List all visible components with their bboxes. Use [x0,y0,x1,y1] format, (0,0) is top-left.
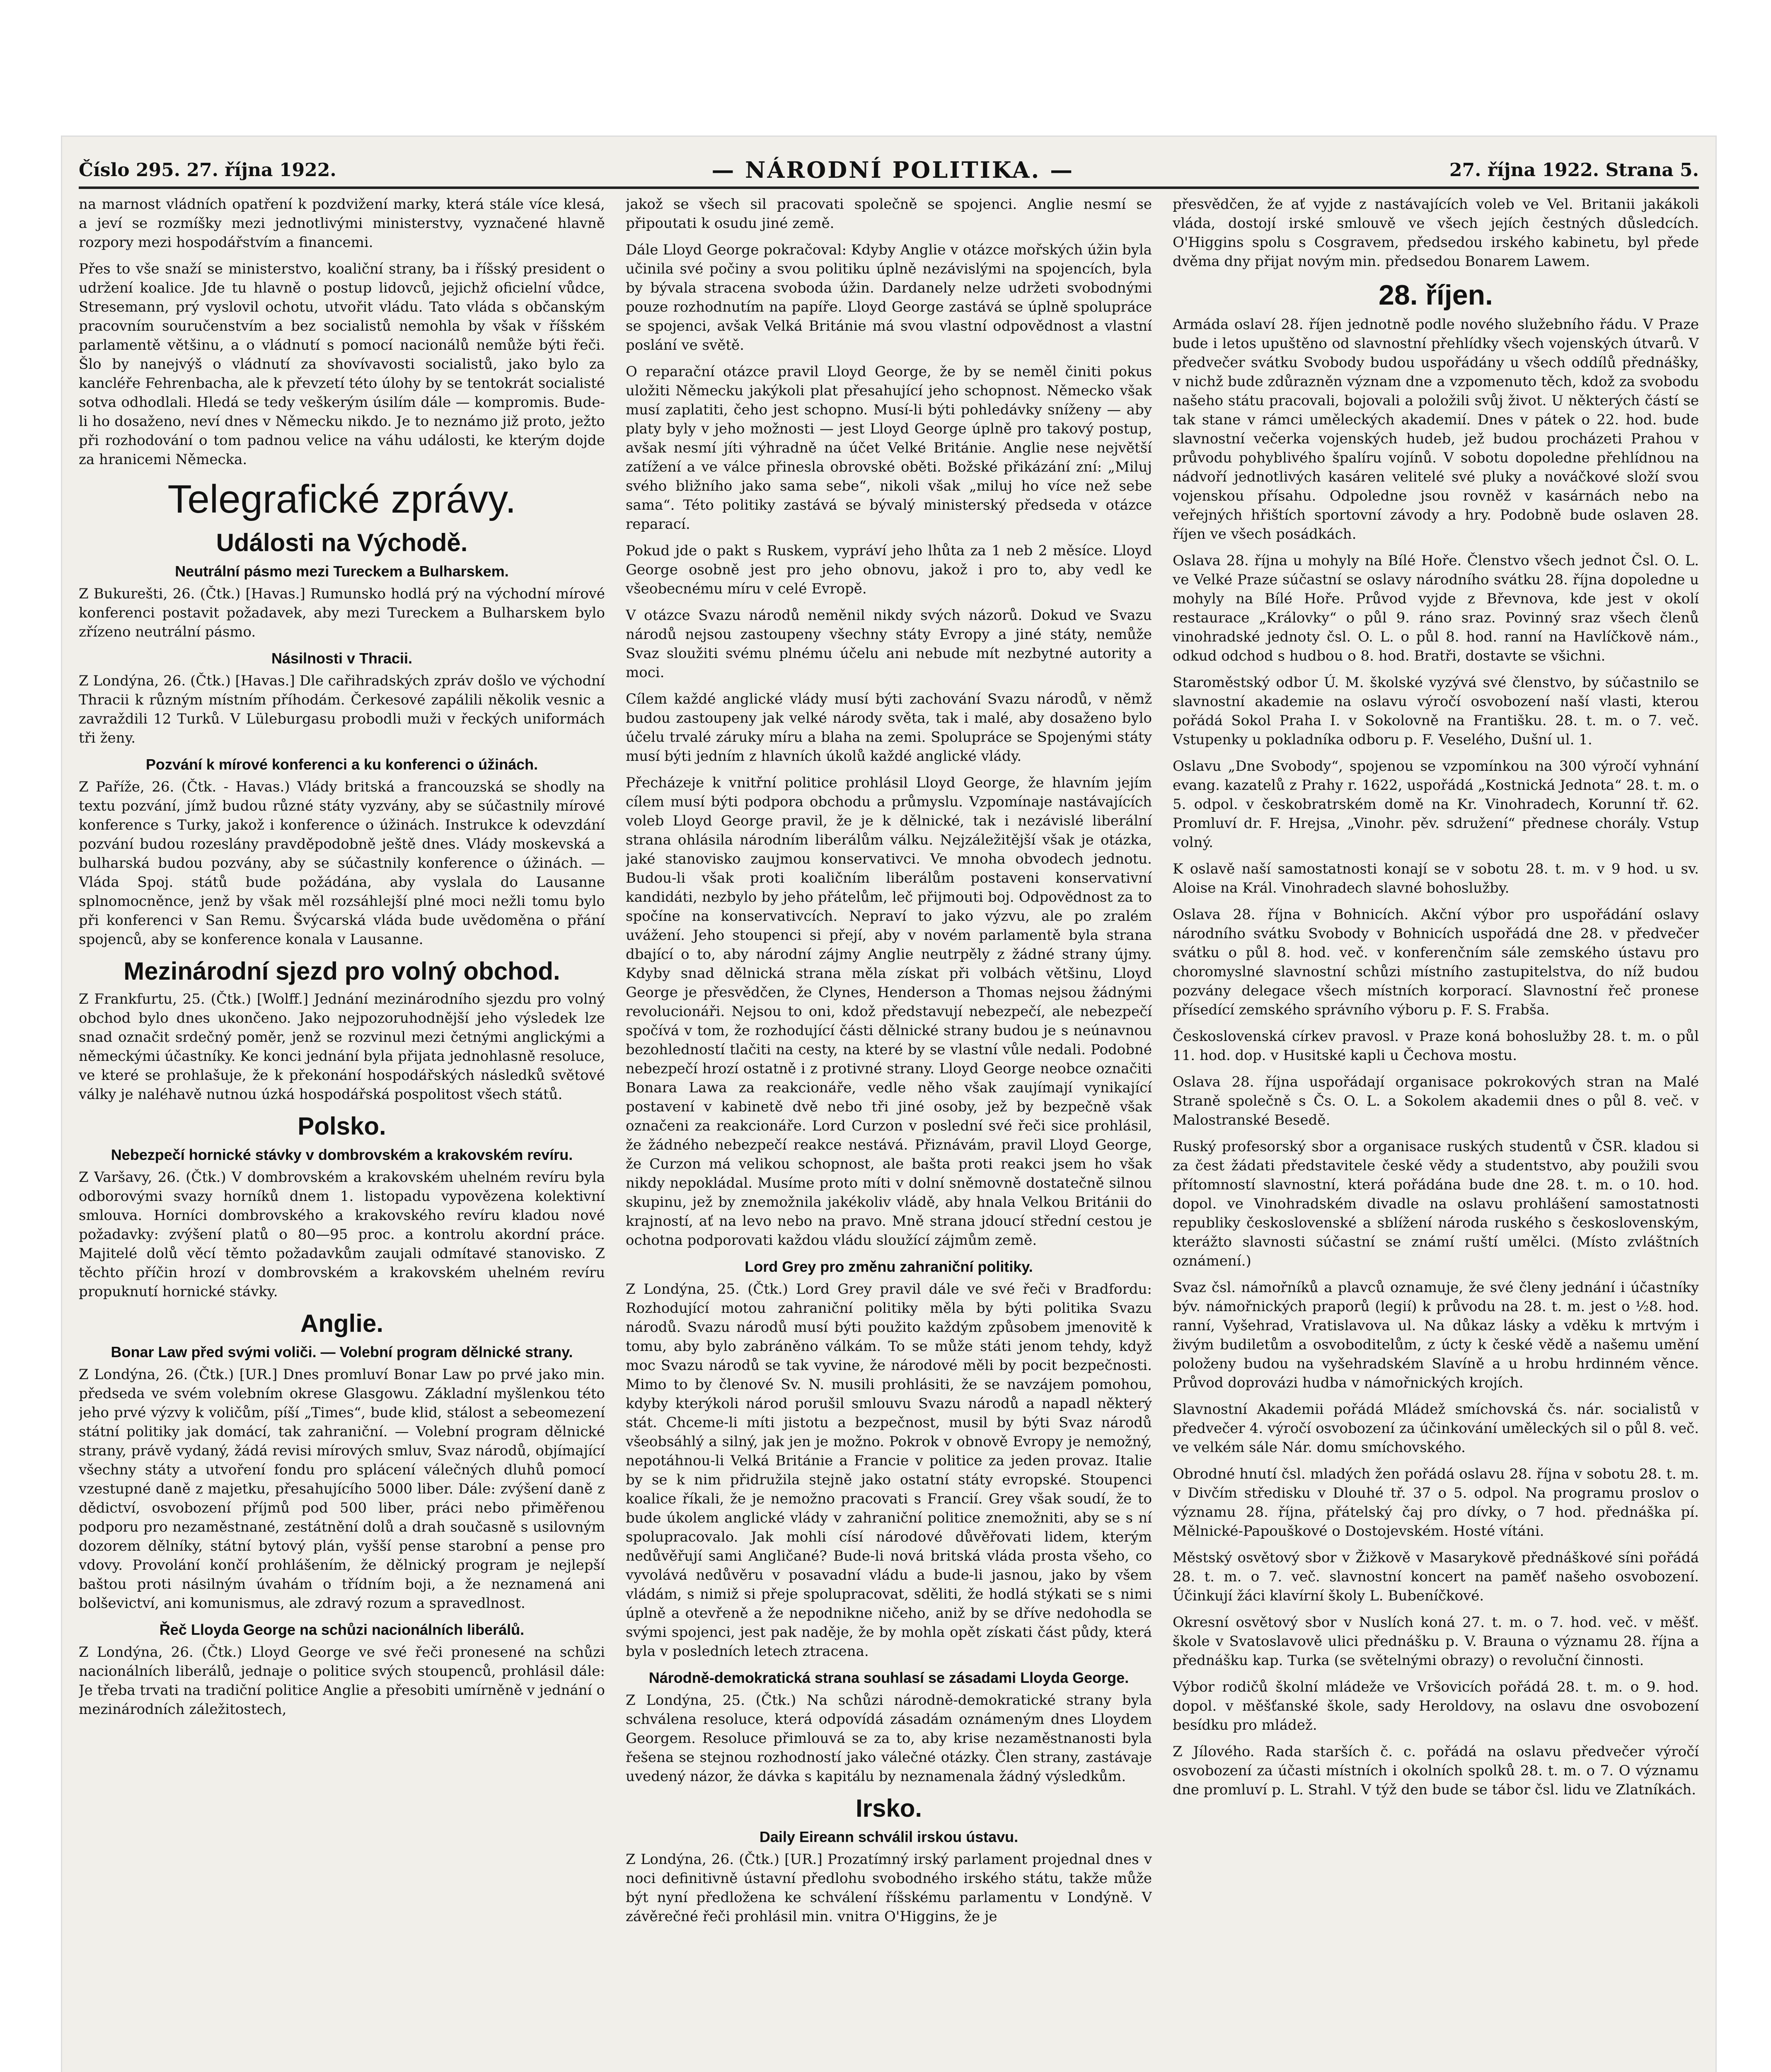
columns [79,195,1699,2072]
news-paragraph: Z Paříže, 26. (Čtk. - Havas.) Vlády britská a francouzská se shodly na textu pozvání, jímž budou různé státy vyzvány, aby se súčastnily mírové konference s Turky, jakož i konference o úžinách. Instrukce k odevzdání pozvání budou rozeslány pravděpodobně ještě dnes. Vlády moskevská a bulharská budou pozvány, aby se súčastnily konference o úžinách. — Vláda Spoj. států bude požádána, aby vyslala do Lausanne splnomocněnce, jenž by však měl rozsáhlejší plné moci nežli tomu bylo při konferenci v San Remu. Švýcarská vláda bude uvědoměna o přání spojenců, aby se konference konala v Lausanne. [79,779,605,948]
news-paragraph: Obrodné hnutí čsl. mladých žen pořádá oslavu 28. října v sobotu 28. t. m. v Divčím středisku v Dlouhé tř. 37 o 5. odpol. Na programu proslov o významu 28. října, přátelský čaj pro dívky, o 7 hod. přednáška pí. Mělnické-Papouškové o Dostojevském. Hosté vítáni. [1173,1466,1699,1539]
section-subtitle: Mezinárodní sjezd pro volný obchod. [123,957,560,985]
section-subtitle: Události na Východě. [216,529,468,557]
news-paragraph: Okresní osvětový sbor v Nuslích koná 27. t. m. o 7. hod. več. v měšť. škole v Svatoslavově ulici přednášku p. V. Brauna o významu 28. října a přednášku kap. Turka (se světelnými obrazy) o revoluční činnosti. [1173,1614,1699,1669]
news-paragraph: přesvědčen, že ať vyjde z nastávajících voleb ve Vel. Britanii jakákoli vláda, dostojí irské smlouvě ve všech jejích čestných důsledcích. O'Higgins spolu s Cosgravem, předsedou irského kabinetu, byl přede dvěma dny přijat novým min. předsedou Bonarem Lawem. [1173,196,1699,270]
section-subtitle: Polsko. [298,1112,386,1140]
news-heading: Lord Grey pro změnu zahraniční politiky. [745,1258,1033,1275]
news-heading: Násilnosti v Thracii. [271,650,413,667]
page-header [79,153,1699,189]
issue-date-left: Číslo 295. 27. října 1922. [79,159,336,181]
news-paragraph: jakož se všech sil pracovati společně se spojenci. Anglie nesmí se připoutati k osudu jiné země. [626,196,1152,232]
news-paragraph: Oslavu „Dne Svobody“, spojenou se vzpomínkou na 300 výročí vyhnání evang. kazatelů z Prahy r. 1622, uspořádá „Kostnická Jednota“ 28. t. m. o 5. odpol. v českobratrském domě na Kr. Vinohradech, Korunní tř. 62. Promluví dr. F. Hrejsa, „Vinohr. pěv. sdružení“ přednese chorály. Vstup volný. [1173,758,1699,851]
news-paragraph: Staroměstský odbor Ú. M. školské vyzývá své členstvo, by súčastnilo se slavnostní akademie na oslavu výročí osvobození naší vlasti, kterou pořádá Sokol Praha I. v Sokolovně na Františku. 28. t. m. o 7. več. Vstupenky u pokladníka odboru p. F. Veselého, Dušní ul. 1. [1173,674,1699,748]
news-paragraph: Oslava 28. října v Bohnicích. Akční výbor pro uspořádání oslavy národního svátku Svobody v Bohnicích uspořádá dne 28. v předvečer svátku o půl 8. hod. več. v konferenčním sále zemského ústavu pro choromyslné slavnostní schůzi místního zastupitelstva, do níž budou pozvány delegace všech místních korporací. Slavnostní řeč pronese přísedící zemského správního výboru p. F. S. Frabša. [1173,906,1699,1018]
news-paragraph: V otázce Svazu národů neměnil nikdy svých názorů. Dokud ve Svazu národů nejsou zastoupeny všechny státy Evropy a jiné státy, nemůže Svaz sloužiti svému plnému účelu ani nebude mít nezbytné autority a moci. [626,607,1152,681]
news-paragraph: Československá církev pravosl. v Praze koná bohoslužby 28. t. m. o půl 11. hod. dop. v Husitské kapli u Čechova mostu. [1173,1028,1699,1064]
issue-date-right: 27. října 1922. Strana 5. [1449,159,1699,181]
newspaper-page [62,137,1715,2072]
news-paragraph: Z Jílového. Rada starších č. c. pořádá na oslavu předvečer výročí osvobození za účasti místních i okolních spolků 28. t. m. o 7. O významu dne promluví p. L. Strahl. V týž den bude se tábor čsl. lidu ve Zlatníkách. [1173,1743,1699,1798]
column-2 [626,195,1152,2072]
news-heading: Řeč Lloyda George na schůzi nacionálních liberálů. [159,1621,525,1638]
news-paragraph: Z Londýna, 26. (Čtk.) [UR.] Prozatímný irský parlament projednal dnes v noci definitivně ústavní předlohu svobodného irského státu, takže může být nyní předložena ke schválení říšskému parlamentu v Londýně. V závěrečné řeči prohlásil min. vnitra O'Higgins, že je [626,1851,1152,1925]
article-paragraph: na marnost vládních opatření k pozdvižení marky, která stále více klesá, a jeví se rozmíšky mezi jednotlivými ministerstvy, vyznačené hlavně rozpory mezi hospodářstvím a financemi. [79,196,605,251]
column-3 [1173,195,1699,2072]
news-paragraph: Cílem každé anglické vlády musí býti zachování Svazu národů, v němž budou zastoupeny jak velké národy světa, tak i malé, aby dosaženo bylo účelu trvalé záruky míru a blaha na zemi. Spolupráce se Spojenými státy musí býti jedním z hlavních úkolů každé anglické vlády. [626,691,1152,765]
news-paragraph: Z Londýna, 25. (Čtk.) Na schůzi národně-demokratické strany byla schválena resoluce, která odpovídá zásadám oznámeným dnes Lloydem Georgem. Resoluce přimlouvá se za to, aby krise nezaměstnanosti byla řešena se stejnou rozhodností jako válečné otázky. Člen strany, zastávaje uvedený názor, že dávka s kapitálu by neznamenala žádný výsledkům. [626,1692,1152,1785]
news-paragraph: Z Londýna, 26. (Čtk.) [UR.] Dnes promluví Bonar Law po prvé jako min. předseda ve svém volebním okrese Glasgowu. Základní myšlenkou této jeho prvé výzvy k voličům, píší „Times“, bude klid, stálost a sebeomezení státní politiky jak domácí, tak zahraniční. — Volební program dělnické strany, právě vydaný, žádá revisi mírových smluv, Svaz národů, objímající všechny státy a utvoření fondu pro splácení válečných dluhů pomocí vzestupné daně z majetku, přesahujícího 5000 liber. Dále: zvýšení daně z dědictví, osvobození příjmů pod 500 liber, práci nebo přiměřenou podporu pro nezaměstnané, zestátnění dolů a drah současně s usilovným dozorem dělníky, státní bytový plán, vyšší pense starobní a pense pro vdovy. Provolání končí prohlášením, že dělnický program je nejlepší baštou proti násilným úvahám o třídním boji, a že neznamená ani bolševictví, ani komunismus, ale zdravý rozum a spravedlnost. [79,1366,605,1612]
news-paragraph: Z Londýna, 26. (Čtk.) [Havas.] Dle cařihradských zpráv došlo ve východní Thracii k různým místním příhodám. Čerkesové zapálili několik vesnic a zavraždili 12 Turků. V Lüleburgasu probodli muži v řeckých uniformách tři ženy. [79,673,605,746]
news-paragraph: K oslavě naší samostatnosti konají se v sobotu 28. t. m. v 9 hod. u sv. Aloise na Král. Vinohradech slavné bohoslužby. [1173,861,1699,896]
article-paragraph: Přes to vše snaží se ministerstvo, koaliční strany, ba i říšský president o udržení koalice. Jde tu hlavně o postup lidovců, jejichž oficielní vůdce, Stresemann, prý vyslovil ochotu, utvořit vládu. Tato vláda s občanským pracovním souručenstvím a bez socialistů nemohla by však v říšském parlamentě většinu, a o vládnutí s pomocí nacionálů nemůže býti řeči. Šlo by nanejvýš o vládnutí za shovívavosti socialistů, jako bylo za kancléře Fehrenbacha, ale k převzetí této úlohy by se tentokrát socialisté sotva odhodlali. Hledá se tedy veškerým úsilím dále — kompromis. Bude-li ho dosaženo, neví dnes v Německu nikdo. Je to neznámo již proto, ježto při rozhodování o tom padnou velice na váhu události, ke kterým dojde za hranicemi Německa. [79,261,605,468]
news-paragraph: Oslava 28. října uspořádají organisace pokrokových stran na Malé Straně společně s Čs. O. L. a Sokolem akademii dnes o půl 8. več. v Malostranské Besedě. [1173,1074,1699,1128]
news-paragraph: O reparační otázce pravil Lloyd George, že by se neměl činiti pokus uložiti Německu jakýkoli plat přesahující jeho schopnost. Německo však musí zaplatiti, čeho jest schopno. Musí-li býti pohledávky sníženy — aby platy byly v jeho možnosti — jest Lloyd George úplně pro takový postup, avšak nesmí jíti výhradně na účet Velké Británie. Anglie nese největší zatížení a ve válce přinesla obrovské oběti. Božské přikázání zní: „Miluj svého bližního jako sama sebe“, nikoli však „miluj ho více než sebe sama“. Této politiky zastává se bývalý ministerský předseda v otázce reparací. [626,363,1152,533]
news-paragraph: Z Frankfurtu, 25. (Čtk.) [Wolff.] Jednání mezinárodního sjezdu pro volný obchod bylo dnes ukončeno. Jako nejpozoruhodnější jeho výsledek lze snad označit srdečný poměr, jenž se rozvinul mezi četnými anglickými a německými účastníky. Ke konci jednání byla přijata jednohlasně resoluce, ve které se prohlašuje, že k překonání hospodářských následků světové války je naléhavě nutnou úzká hospodářská pospolitost všech států. [79,991,605,1103]
news-heading: Daily Eireann schválil irskou ústavu. [759,1828,1019,1845]
section-subtitle: Irsko. [855,1794,922,1822]
section-subtitle: Anglie. [300,1310,383,1337]
news-paragraph: Ruský profesorský sbor a organisace ruských studentů v ČSR. kladou si za čest žádati představitele české vědy a studentstvo, aby použili svou přítomností slavnostní, která pořádána bude dne 28. t. m. o 10. hod. dopol. ve Vinohradském divadle na oslavu prohlášení samostatnosti republiky československé a sblížení národa ruského s československým, kterážto slavnosti súčastní se známí ruští umělci. (Místo zvláštních oznámení.) [1173,1138,1699,1269]
news-paragraph: Slavnostní Akademii pořádá Mládež smíchovská čs. nár. socialistů v předvečer 4. výročí osvobození za účinkování uměleckých sil o půl 8. več. ve velkém sále Nár. domu smíchovského. [1173,1401,1699,1456]
masthead: — NÁRODNÍ POLITIKA. — [711,157,1074,183]
news-heading: Pozvání k mírové konferenci a ku konferenci o úžinách. [145,756,538,773]
news-paragraph: Svaz čsl. námořníků a plavců oznamuje, že své členy jednání i účastníky býv. námořnických praporů (legií) k průvodu na 28. t. m. jest o ½8. hod. ranní, Vyšehrad, Vratislavova ul. Na důkaz lásky a vděku k mrtvým i živým budiletům a osvoboditelům, z úcty k české vědě a našemu umění položeny budou na vyšehradském Slavíně a u hrobu hrdinném věnce. Průvod doprovázi hudba v námořnických krojích. [1173,1279,1699,1391]
news-paragraph: Výbor rodičů školní mládeže ve Vršovicích pořádá 28. t. m. o 9. hod. dopol. v měšťanské škole, sady Heroldovy, na oslavu dne osvobození besídku pro mládež. [1173,1679,1699,1733]
news-paragraph: Dále Lloyd George pokračoval: Kdyby Anglie v otázce mořských úžin byla učinila své počiny a svou politiku úplně nezávislými na spojencích, byla by bývala stracena svoboda úžin. Dardanely nelze udržeti svobodnými pouze rozhodnutím na papíře. Lloyd George zastává se úplně spolupráce se spojenci, avšak Velká Británie má svou vlastní odpovědnost a vlastní poslání ve světě. [626,242,1152,353]
news-paragraph: Přecházeje k vnitřní politice prohlásil Lloyd George, že hlavním jejím cílem musí býti podpora obchodu a průmyslu. Vzpomínaje nastávajících voleb Lloyd George pravil, že je k dělnické, tak i nezávislé liberální strana ohlásila národním liberálům válku. Nejzáležitější však je otázka, jaké stanovisko zaujmou konservativci. Ve mnoha obvodech jednotu. Budou-li však proti koaličním liberálům postaveni konservativní kandidáti, nezbylo by jeho přátelům, leč přijmouti boj. Odpovědnost za to spočíne na konservativcích. Nepraví to jako výzvu, ale po zralém uvážení. Jeho stoupenci si přejí, aby v novém parlamentě byla strana dbající o to, aby národní zájmy Anglie neutrpěly z žádné strany újmy. Kdyby snad dělnická strana měla získat při volbách většinu, Lloyd George je přesvědčen, že Clynes, Henderson a Thomas nejsou žádnými revolucionáři. Nejsou to oni, kdož představují nebezpečí, ale nebezpečí spočívá v tom, že rozhodující části dělnické strany budou je s neúnavnou bezohledností tlačiti na cesty, na které by se vlastní vůle nedali. Podobné nebezpečí hrozí ostatně i z protivné strany. Lloyd George neobce označiti Bonara Lawa za reakcionáře, vedle něho však zaujímají vynikající postavení v kabinetě dvě nebo tři jiné osoby, jež by bezpečně však označeni za reakcionáře. Lord Curzon v poslední své řeči sice prohlásil, že žádného nebezpečí reakce nestává. Přiznávám, pravil Lloyd George, že Curzon má velikou schopnost, ale bašta proti reakci jsem ho však nikdy nepokládal. Musíme proto míti v dolní sněmovně dostatečně silnou skupinu, jež by znemožnila jakékoliv vládě, aby hnala Velkou Británii do krajností, ať na levo nebo na pravo. Mně strana jdoucí střední cestou je ochotna podporovati každou vládu sloužící zájmům země. [626,775,1152,1249]
news-heading: Neutrální pásmo mezi Tureckem a Bulharskem. [175,563,509,580]
news-heading: Nebezpečí hornické stávky v dombrovském a krakovském revíru. [111,1146,573,1163]
news-paragraph: Oslava 28. října u mohyly na Bílé Hoře. Členstvo všech jednot Čsl. O. L. ve Velké Praze súčastní se oslavy národního svátku 28. října dopoledne u mohyly na Bílé Hoře. Průvod vyjde z Břevnova, kde jest v okolí restaurace „Královky“ o půl 9. ráno sraz. Povinný sraz všech členů vinohradské jednoty čsl. O. L. o půl 8. hod. ranní na Havlíčkově nám., odkud odchod s hudbou o 8. hod. Bratři, dostavte se všichni. [1173,552,1699,664]
news-heading: Bonar Law před svými voliči. — Volební program dělnické strany. [111,1343,573,1360]
news-paragraph: Armáda oslaví 28. říjen jednotně podle nového služebního řádu. V Praze bude i letos upuštěno od slavnostní přehlídky všech vojenských útvarů. V předvečer svátku Svobody budou uspořádány u všech oddílů přednášky, v nichž bude zdůrazněn význam dne a vzpomenuto těch, kdož za svobodu našeho státu pracovali, bojovali a položili svůj život. U některých částí se tak stane v rámci uměleckých akademií. Dnes v pátek o 22. hod. bude slavnostní večerka vojenských hudeb, jež budou procházeti Prahou v průvodu pohyblivého špalíru vojínů. V sobotu dopoledne přehlídnou na nádvoří jednotlivých kasáren velitelé své pluky a nováčkové složí svou vojenskou přísahu. Odpoledne jsou rovněž v kasárnách nebo na veřejných hřištích sportovní závody a hry. Podobně bude oslaven 28. říjen ve všech posádkách. [1173,316,1699,542]
news-paragraph: Z Bukurešti, 26. (Čtk.) [Havas.] Rumunsko hodlá prý na východní mírové konferenci postavit požadavek, aby mezi Tureckem a Bulharskem bylo zřízeno neutrální pásmo. [79,586,605,640]
news-paragraph: Městský osvětový sbor v Žižkově v Masarykově přednáškové síni pořádá 28. t. m. o 7. več. slavnostní koncert na paměť našeho osvobození. Účinkují žáci klavírní školy L. Bubeníčkové. [1173,1549,1699,1604]
section-title-oct28: 28. říjen. [1379,279,1493,311]
section-title: Telegrafické zprávy. [167,477,516,521]
news-heading: Národně-demokratická strana souhlasí se zásadami Lloyda George. [648,1669,1129,1686]
news-paragraph: Z Londýna, 25. (Čtk.) Lord Grey pravil dále ve své řeči v Bradfordu: Rozhodující motou zahraniční politiky měla by býti politika Svazu národů. Svazu národů musí býti použito každým způsobem jmenovitě k tomu, aby bylo zabráněno válkám. To se může státi jenom tehdy, když moc Svazu národů se tak vyvine, že národové měli by pocit bezpečnosti. Mimo to by členové Sv. N. musili prohlásiti, že se navzájem pomohou, kdyby kterýkoli národ porušil smlouvu Svazu národů a napadl některý stát. Chceme-li míti jistotu a bezpečnost, musil by býti Svaz národů všeobsáhlý a silný, jak jen je možno. Pokrok v obnově Evropy je nemožný, nepotáhnou-li Velká Británie a Francie v politice za jeden provaz. Italie by se k nim přidružila stejně jako ostatní státy evropské. Stoupenci koalice říkali, že je nemožno pracovati s Francií. Grey však soudí, že to bude úkolem anglické vlády v zahraniční politice znemožniti, aby se s ní spolupracovalo. Jak mohli císí národové důvěřovati lidem, kterým nedůvěřují sami Angličané? Bude-li nová britská vláda prosta všeho, co vyvolává nedůvěru v posavadní vládu a bude-li jasnou, jako by všem vládám, s nimiž si přeje spolupracovat, sděliti, že hodlá stýkati se s nimi úplně a otevřeně a že nepodnikne ničeho, aniž by se dříve nedohodla se svými spojenci, jest pak naděje, že by mohla opět získati část půdy, která byla v posledních letech ztracena. [626,1281,1152,1660]
news-paragraph: Pokud jde o pakt s Ruskem, vypráví jeho lhůta za 1 neb 2 měsíce. Lloyd George osobně jest pro jeho obnovu, jakož i pro to, aby vedl ke všeobecnému míru v celé Evropě. [626,542,1152,597]
column-1 [79,195,605,2072]
news-paragraph: Z Varšavy, 26. (Čtk.) V dombrovském a krakovském uhelném revíru byla odborovými svazy horníků dnem 1. listopadu vypovězena kolektivní smlouva. Horníci dombrovského a krakovského revíru kladou nové požadavky: zvýšení platů o 80—95 proc. a kontrolu akordní práce. Majitelé dolů věcí těmto požadavkům zaujali odmítavé stanovisko. Z těchto příčin hrozí v dombrovském a krakovském uhelném revíru propuknutí hornické stávky. [79,1169,605,1300]
news-paragraph: Z Londýna, 26. (Čtk.) Lloyd George ve své řeči pronesené na schůzi nacionálních liberálů, jednaje o politice svých stoupenců, prohlásil dále: Je třeba trvati na tradiční politice Anglie a přesobiti umírněně v jednání o mezinárodních záležitostech, [79,1644,605,1718]
